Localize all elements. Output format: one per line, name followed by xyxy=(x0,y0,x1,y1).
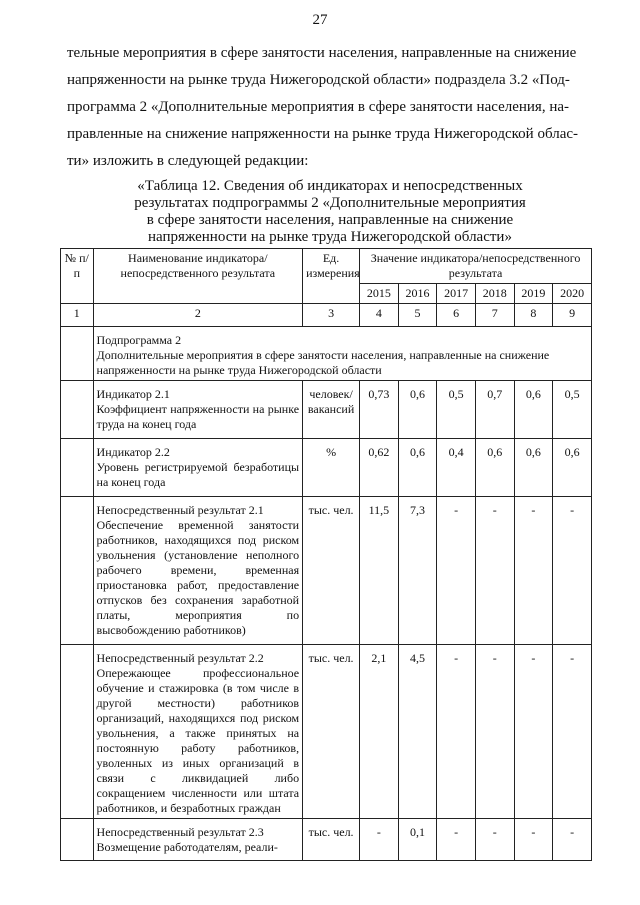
header-year: 2018 xyxy=(475,284,514,304)
row-title: Непосредственный результат 2.1 xyxy=(96,503,264,517)
row-value: 0,7 xyxy=(475,381,514,439)
row-value: 0,73 xyxy=(360,381,399,439)
header-name: Наименование индикатора/непосредственного результата xyxy=(93,249,303,304)
intro-line: ти» изложить в следующей редакции: xyxy=(67,153,309,169)
row-title: Индикатор 2.2 xyxy=(96,445,170,459)
intro-line: программа 2 «Дополнительные мероприятия в сфере занятости населения, на- xyxy=(67,99,570,115)
row-value: 11,5 xyxy=(360,497,399,645)
row-value: 0,5 xyxy=(437,381,476,439)
row-value: - xyxy=(514,497,553,645)
intro-paragraph xyxy=(67,40,597,175)
row-value: - xyxy=(437,497,476,645)
intro-line: правленные на снижение напряженности на рынке труда Нижегородской облас- xyxy=(67,126,579,142)
row-value: - xyxy=(475,645,514,819)
column-number: 3 xyxy=(303,304,360,327)
row-value: - xyxy=(437,819,476,861)
header-values-group: Значение индикатора/непосредственного результата xyxy=(360,249,592,284)
column-number-row xyxy=(61,304,592,327)
subprogram-text: Дополнительные мероприятия в сфере занятости населения, направленные на снижение напряженности на рынке труда Нижегородской области xyxy=(96,348,550,377)
row-value: 0,6 xyxy=(553,439,592,497)
row-value: - xyxy=(475,497,514,645)
row-value: 0,62 xyxy=(360,439,399,497)
header-year: 2015 xyxy=(360,284,399,304)
row-value: 0,4 xyxy=(437,439,476,497)
column-number: 2 xyxy=(93,304,303,327)
row-text: Уровень регистрируемой безработицы на конец года xyxy=(96,460,300,489)
row-name-cell xyxy=(93,439,303,497)
caption-line: «Таблица 12. Сведения об индикаторах и непосредственных xyxy=(137,178,523,194)
row-unit: % xyxy=(303,439,360,497)
subprogram-cell xyxy=(93,327,591,381)
row-text: Коэффициент напряженности на рынке труда на конец года xyxy=(96,402,300,431)
row-unit: тыс. чел. xyxy=(303,645,360,819)
caption-line: в сфере занятости населения, направленные на снижение xyxy=(146,212,514,228)
row-unit: тыс. чел. xyxy=(303,497,360,645)
table-row xyxy=(61,819,592,861)
table-caption xyxy=(60,178,600,246)
column-number: 7 xyxy=(475,304,514,327)
row-value: - xyxy=(437,645,476,819)
row-value: 7,3 xyxy=(398,497,437,645)
table-row xyxy=(61,497,592,645)
row-name-cell xyxy=(93,381,303,439)
row-value: - xyxy=(475,819,514,861)
subprogram-row xyxy=(61,327,592,381)
header-year: 2019 xyxy=(514,284,553,304)
page-number: 27 xyxy=(312,12,328,28)
row-title: Непосредственный результат 2.2 xyxy=(96,651,264,665)
row-name-cell xyxy=(93,819,303,861)
column-number: 5 xyxy=(398,304,437,327)
row-value: 0,5 xyxy=(553,381,592,439)
column-number: 1 xyxy=(61,304,94,327)
intro-line: тельные мероприятия в сфере занятости населения, направленные на снижение xyxy=(67,45,577,61)
row-value: - xyxy=(360,819,399,861)
row-value: - xyxy=(553,819,592,861)
row-value: 4,5 xyxy=(398,645,437,819)
row-value: - xyxy=(514,645,553,819)
indicators-table xyxy=(60,248,592,861)
row-unit: человек/вакансий xyxy=(303,381,360,439)
row-value: - xyxy=(514,819,553,861)
intro-line: напряженности на рынке труда Нижегородской области» подраздела 3.2 «Под- xyxy=(67,72,570,88)
row-value: 0,6 xyxy=(475,439,514,497)
table-row xyxy=(61,439,592,497)
row-unit: тыс. чел. xyxy=(303,819,360,861)
row-name-cell xyxy=(93,645,303,819)
row-value: 0,6 xyxy=(398,381,437,439)
row-value: - xyxy=(553,645,592,819)
table-row xyxy=(61,645,592,819)
row-value: 0,6 xyxy=(514,439,553,497)
row-text: Возмещение работодателям, реали- xyxy=(96,840,278,854)
row-text: Обеспечение временной занятости работников, находящихся под риском увольнения (установление неполного рабочего времени, временная приостановка работ, предоставление отпусков без сохранения заработной платы, мероприятия по высвобождению работников) xyxy=(96,518,300,637)
row-value: 2,1 xyxy=(360,645,399,819)
table-row xyxy=(61,381,592,439)
header-num: № п/п xyxy=(61,249,94,304)
row-text: Опережающее профессиональное обучение и стажировка (в том числе в другой местности) работников организаций, находящихся под риском увольнения, а также принятых на постоянную работу работников, уволенных из иных организаций в связи с ликвидацией либо сокращением численности или штата работников, и безработных граждан xyxy=(96,666,300,815)
column-number: 9 xyxy=(553,304,592,327)
row-title: Непосредственный результат 2.3 xyxy=(96,825,264,839)
header-year: 2017 xyxy=(437,284,476,304)
table-header-row xyxy=(61,249,592,284)
header-year: 2016 xyxy=(398,284,437,304)
row-value: 0,6 xyxy=(514,381,553,439)
header-year: 2020 xyxy=(553,284,592,304)
row-value: - xyxy=(553,497,592,645)
column-number: 6 xyxy=(437,304,476,327)
row-name-cell xyxy=(93,497,303,645)
row-value: 0,6 xyxy=(398,439,437,497)
header-unit: Ед. измерения xyxy=(303,249,360,304)
column-number: 4 xyxy=(360,304,399,327)
row-value: 0,1 xyxy=(398,819,437,861)
row-title: Индикатор 2.1 xyxy=(96,387,170,401)
subprogram-title: Подпрограмма 2 xyxy=(96,333,182,347)
column-number: 8 xyxy=(514,304,553,327)
caption-line: результатах подпрограммы 2 «Дополнительные мероприятия xyxy=(134,195,526,211)
caption-line: напряженности на рынке труда Нижегородской области» xyxy=(148,229,512,245)
